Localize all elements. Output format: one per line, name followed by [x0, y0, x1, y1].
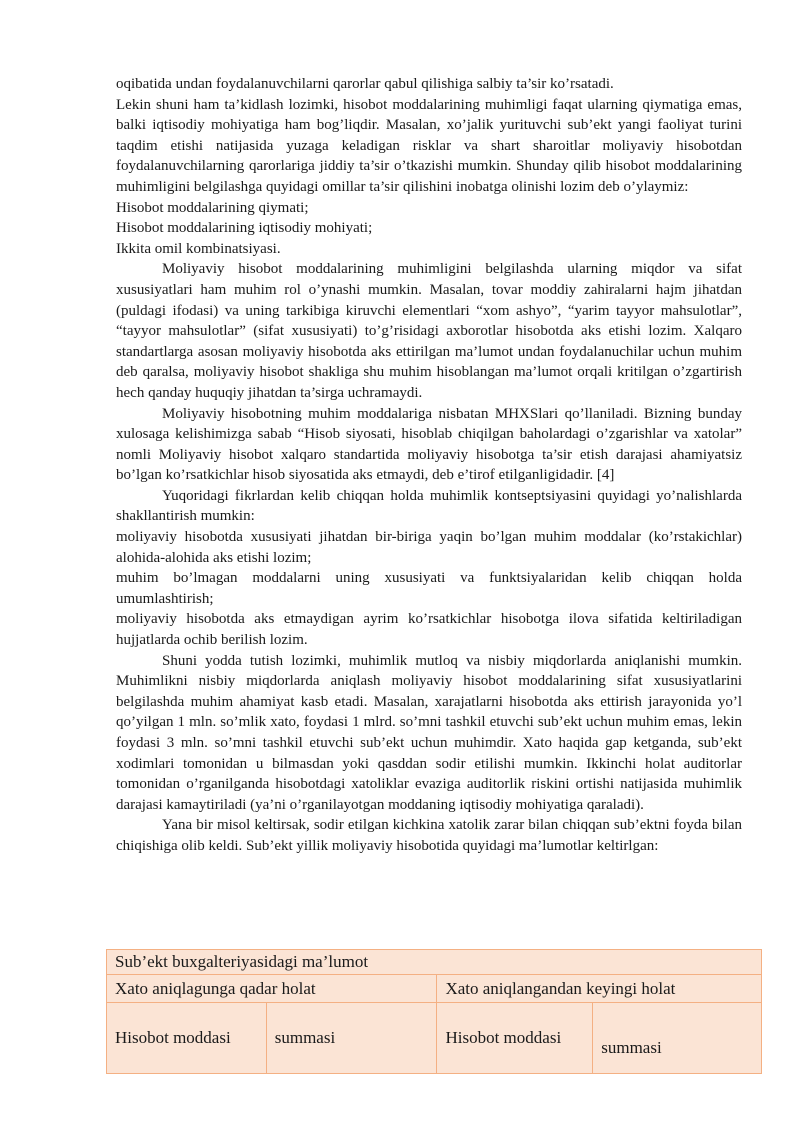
- column-header-amount: summasi: [266, 1003, 437, 1074]
- paragraph: Shuni yodda tutish lozimki, muhimlik mutloq va nisbiy miqdorlarda aniqlanishi mumkin. Muhimlikni nisbiy miqdorlarda aniqlash moliyaviy hisobot moddalarining sifat xususiyatlarini belgilashda muhim ahamiyat kasb etadi. Masalan, xarajatlarni hisobotda aks ettirish jarayonida yo’l qo’yilgan 1 mln. so’mlik xato, foydasi 1 mlrd. so’mni tashkil etuvchi sub’ekt uchun muhim emas, lekin foydasi 3 mln. so’mni tashkil etuvchi sub’ekt uchun muhimdir. Xato haqida gap ketganda, sub’ekt xodimlari tomonidan u bilmasdan yoki qasddan sodir etilishi mumkin. Ikkinchi holat auditorlar tomonidan o’rganilganda hisobotdagi xatoliklar evaziga auditorlik riskini ortishi natijasida muhimlik darajasi kamaytiriladi (ya’ni o’rganilayotgan moddaning iqtisodiy mohiyatiga qaraladi).: [116, 652, 742, 813]
- table-header-before: Xato aniqlagunga qadar holat: [107, 975, 437, 1003]
- paragraph: oqibatida undan foydalanuvchilarni qarorlar qabul qilishiga salbiy ta’sir ko’rsatadi.: [116, 76, 614, 92]
- document-body: [116, 74, 742, 857]
- table-header-after: Xato aniqlangandan keyingi holat: [437, 975, 762, 1003]
- list-item: moliyaviy hisobotda xususiyati jihatdan bir-biriga yaqin bo’lgan muhim moddalar (ko’rstakichlar) alohida-alohida aks etishi lozim;: [116, 529, 742, 566]
- table-row: [107, 950, 762, 975]
- list-item: Hisobot moddalarining qiymati;: [116, 199, 309, 216]
- paragraph: Lekin shuni ham ta’kidlash lozimki, hisobot moddalarining muhimligi faqat ularning qiymatiga emas, balki iqtisodiy mohiyatiga ham bog’liqdir. Masalan, xo’jalik yurituvchi sub’ekt yangi faoliyat turini taqdim etishi natijasida yuzaga keladigan risklar va shart sharoitlar moliyaviy hisobotdan foydalanuvchilarning qarorlariga jiddiy ta’sir o’tkazishi mumkin. Shunday qilib hisobot moddalarining muhimligini belgilashga quyidagi omillar ta’sir qilishini inobatga olinishi lozim deb o’ylaymiz:: [116, 96, 742, 195]
- table-row: [107, 1003, 762, 1074]
- list-item: Hisobot moddalarining iqtisodiy mohiyati;: [116, 220, 373, 237]
- column-header-amount: summasi: [593, 1003, 762, 1074]
- column-header-item: Hisobot moddasi: [107, 1003, 267, 1074]
- data-table: [106, 949, 762, 1074]
- list-item: muhim bo’lmagan moddalarni uning xususiyati va funktsiyalaridan kelib chiqqan holda umumlashtirish;: [116, 570, 742, 607]
- paragraph: Yana bir misol keltirsak, sodir etilgan kichkina xatolik zarar bilan chiqqan sub’ektni foyda bilan chiqishiga olib keldi. Sub’ekt yillik moliyaviy hisobotida quyidagi ma’lumotlar keltirlgan:: [116, 817, 742, 854]
- paragraph: Moliyaviy hisobotning muhim moddalariga nisbatan MHXSlari qo’llaniladi. Bizning bunday xulosaga kelishimizga sabab “Hisob siyosati, hisoblab chiqilgan baholardagi o’zgarishlar va xatolar” nomli Moliyaviy hisobot xalqaro standartida moliyaviy hisobotga ta’sir etish darajasi ahamiyatsiz bo’lgan ko’rsatkichlar hisob siyosatida aks etmaydi, deb e’tirof etilganligidadir. [4]: [116, 405, 742, 484]
- column-header-item: Hisobot moddasi: [437, 1003, 593, 1074]
- table-row: [107, 975, 762, 1003]
- list-item: moliyaviy hisobotda aks etmaydigan ayrim ko’rsatkichlar hisobotga ilova sifatida keltiriladigan hujjatlarda ochib berilish lozim.: [116, 611, 742, 649]
- list-item: Ikkita omil kombinatsiyasi.: [116, 240, 281, 257]
- table-title: Sub’ekt buxgalteriyasidagi ma’lumot: [107, 950, 762, 975]
- paragraph: Moliyaviy hisobot moddalarining muhimligini belgilashda ularning miqdor va sifat xususiyatlari ham muhim rol o’ynashi mumkin. Masalan, tovar moddiy zahiralarni hajm jihatdan (puldagi ifodasi) va uning tarkibiga kiruvchi elementlari “xom ashyo”, “yarim tayyor mahsulotlar”, “tayyor mahsulotlar” (sifat xususiyati) to’g’risidagi axborotlar hisobotda aks etishi lozim. Xalqaro standartlarga asosan moliyaviy hisobotda aks ettirilgan ma’lumot undan foydalanuchilar uchun muhim deb qaralsa, moliyaviy hisobot shakliga shu muhim hisoblangan ma’lumot orqali kritilgan o’zgartirish hech qanday huquqiy jihatdan ta’sirga uchramaydi.: [116, 261, 742, 401]
- paragraph: Yuqoridagi fikrlardan kelib chiqqan holda muhimlik kontseptsiyasini quyidagi yo’nalishlarda shakllantirish mumkin:: [116, 487, 742, 525]
